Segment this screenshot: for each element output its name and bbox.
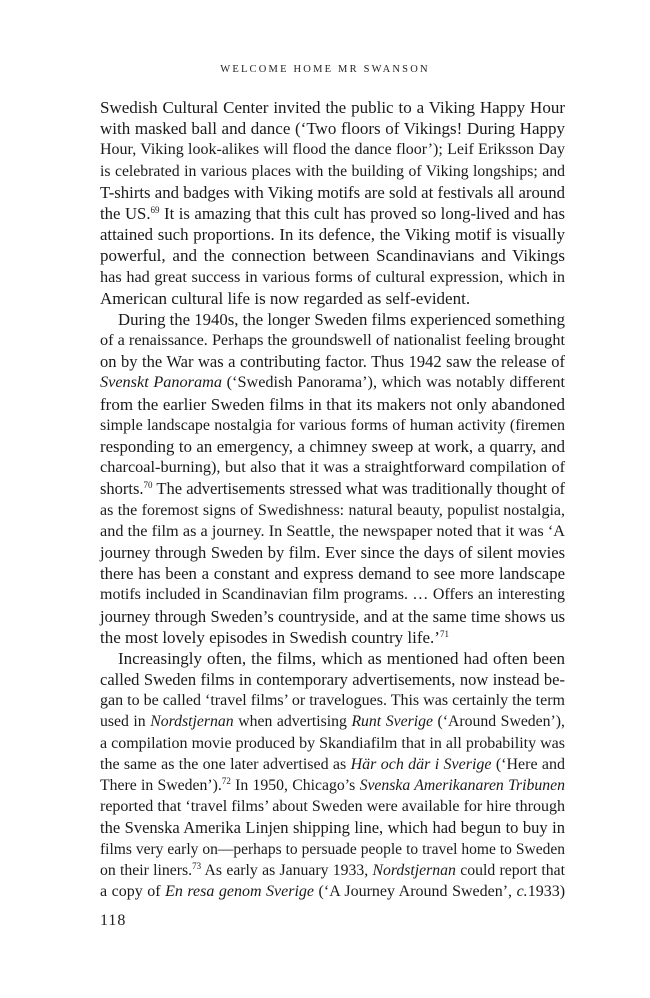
text-run: the most lovely episodes in Swedish country life.’ [100, 627, 440, 647]
text-run: the US. [100, 203, 151, 223]
text-run: simple landscape nostalgia for various forms of human activity (firemen [100, 416, 565, 434]
text-run: films very early on—perhaps to persuade people to travel home to Sweden [100, 840, 565, 858]
text-line [100, 161, 565, 182]
text-line [100, 584, 565, 605]
text-run: responding to an emergency, a chimney sweep at work, a quarry, and [100, 437, 565, 456]
text-run: There in Sweden’). [100, 777, 222, 794]
text-run: with masked ball and dance (‘Two floors of Vikings! During Happy [100, 119, 565, 139]
italic-title: Nordstjernan [150, 713, 234, 731]
text-line [100, 860, 565, 881]
text-line [100, 733, 565, 754]
text-line [100, 500, 565, 521]
text-run: In 1950, Chicago’s [230, 777, 360, 794]
text-run: (‘Swedish Panorama’), which was notably different [221, 373, 565, 392]
footnote-marker: 70 [143, 480, 153, 491]
italic-title: Svenskt Panorama [100, 373, 222, 392]
text-run: a compilation movie produced by Skandiafilm that in all probability was [100, 734, 565, 752]
text-run: there has been a constant and express demand to see more landscape [100, 564, 565, 584]
footnote-marker: 71 [439, 628, 449, 639]
text-run: (‘A Journey Around Sweden’, [314, 882, 517, 900]
text-run: Swedish Cultural Center invited the public to a Viking Happy Hour [100, 98, 565, 117]
text-run: (‘Around Sweden’), [432, 713, 565, 731]
text-line [100, 288, 565, 309]
text-line [100, 372, 565, 393]
text-run: shorts. [100, 479, 144, 499]
text-line [100, 267, 565, 288]
text-run: During the 1940s, the longer Sweden films experienced something [118, 309, 566, 329]
text-run: used in [100, 713, 151, 731]
italic-title: Svenska Amerikanaren Tribunen [359, 777, 565, 794]
text-line [100, 203, 565, 224]
text-line [100, 97, 565, 118]
text-run: powerful, and the connection between Scandinavians and Vikings [100, 246, 565, 266]
running-head: WELCOME HOME MR SWANSON [220, 64, 430, 75]
text-line [100, 436, 565, 457]
text-run: of a renaissance. Perhaps the groundswell of nationalist feeling brought [100, 331, 565, 350]
text-run: journey through Sweden’s countryside, and at the same time shows us [100, 606, 565, 626]
footnote-marker: 69 [150, 204, 160, 215]
text-line [100, 118, 565, 139]
text-line [100, 881, 565, 902]
text-line [100, 627, 565, 648]
text-line [100, 817, 565, 838]
text-run: is celebrated in various places with the building of Viking longships; and [100, 162, 565, 180]
text-run: 1933) [527, 882, 566, 900]
page-number: 118 [100, 912, 127, 929]
text-run: and the film as a journey. In Seattle, the newspaper noted that it was ‘A [100, 521, 565, 540]
text-line [100, 563, 565, 584]
text-run: could report that [455, 861, 566, 879]
text-run: a copy of [100, 882, 166, 900]
text-run: journey through Sweden by film. Ever since the days of silent movies [100, 542, 565, 562]
text-line [100, 754, 565, 775]
text-run: Hour, Viking look-alikes will flood the dance floor’); Leif Eriksson Day [100, 141, 565, 159]
text-line [100, 182, 565, 203]
text-run: It is amazing that this cult has proved so long-lived and has [159, 203, 565, 223]
text-run: attained such proportions. In its defence, the Viking motif is visually [100, 225, 565, 245]
text-line [100, 139, 565, 160]
footnote-marker: 73 [192, 860, 202, 871]
text-run: when advertising [233, 713, 352, 731]
text-line [100, 796, 565, 817]
text-line [100, 669, 565, 690]
text-run: called Sweden films in contemporary advertisements, now instead be- [100, 670, 565, 690]
text-line [100, 309, 565, 330]
text-run: The advertisements stressed what was traditionally thought of [152, 479, 565, 499]
text-run: T-shirts and badges with Viking motifs are sold at festivals all around [100, 182, 565, 202]
text-line [100, 457, 565, 478]
text-line [100, 521, 565, 542]
text-run: the Svenska Amerika Linjen shipping line, which had begun to buy in [100, 818, 565, 838]
text-line [100, 330, 565, 351]
text-run: (‘Here and [491, 755, 566, 773]
footnote-marker: 72 [221, 776, 231, 786]
text-line [100, 775, 565, 796]
text-run: the same as the one later advertised as [100, 755, 351, 773]
paragraph [100, 97, 565, 309]
italic-title: c. [516, 882, 528, 900]
text-line [100, 351, 565, 372]
text-line [100, 245, 565, 266]
text-line [100, 224, 565, 245]
text-run: Increasingly often, the films, which as mentioned had often been [118, 648, 565, 668]
text-line [100, 394, 565, 415]
paragraph [100, 309, 565, 648]
text-run: on by the War was a contributing factor. Thus 1942 saw the release of [100, 352, 565, 372]
text-line [100, 648, 565, 669]
text-run: American cultural life is now regarded as self-evident. [100, 288, 471, 308]
italic-title: En resa genom Sverige [165, 882, 315, 900]
text-line [100, 542, 565, 563]
text-line [100, 839, 565, 860]
text-run: motifs included in Scandinavian film programs. … Offers an interesting [100, 586, 565, 604]
text-line [100, 711, 565, 732]
text-line [100, 690, 565, 711]
text-line [100, 478, 565, 499]
text-run: charcoal-burning), but also that it was a straightforward compilation of [100, 458, 565, 477]
italic-title: Runt Sverige [351, 713, 433, 731]
italic-title: Här och där i Sverige [350, 755, 492, 773]
text-run: has had great success in various forms of cultural expression, which in [100, 267, 565, 286]
body-text [100, 97, 565, 902]
text-run: from the earlier Sweden films in that its makers not only abandoned [100, 394, 565, 414]
text-run: reported that ‘travel films’ about Sweden were available for hire through [100, 798, 565, 816]
italic-title: Nordstjernan [372, 861, 456, 879]
text-run: on their liners. [100, 861, 193, 879]
text-line [100, 415, 565, 436]
text-run: As early as January 1933, [201, 861, 373, 879]
text-line [100, 606, 565, 627]
text-run: gan to be called ‘travel films’ or travelogues. This was certainly the term [100, 692, 565, 710]
paragraph [100, 648, 565, 902]
text-run: as the foremost signs of Swedishness: natural beauty, populist nostalgia, [100, 501, 565, 519]
